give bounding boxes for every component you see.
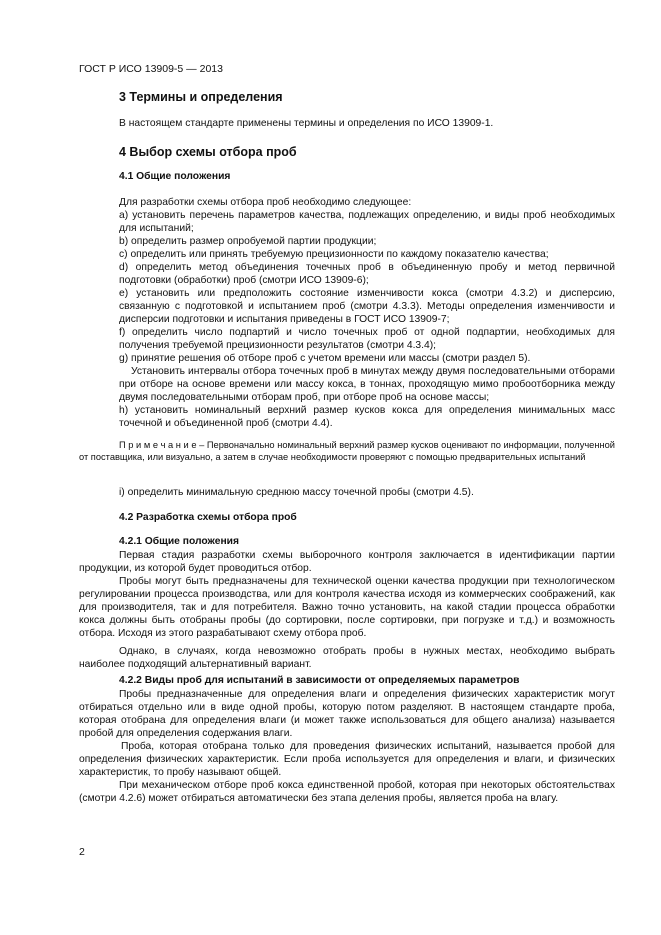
section-3-title: 3 Термины и определения xyxy=(119,90,283,104)
subsection-4-1-title: 4.1 Общие положения xyxy=(119,171,231,182)
subsection-4-2-2-title: 4.2.2 Виды проб для испытаний в зависимости от определяемых параметров xyxy=(119,675,520,686)
paragraph-4-2-2-2: Проба, которая отобрана только для проведения физических испытаний, называется пробой для определения физических характеристик. Если проба используется для определения и влаги, и физических характеристик, то пробу называют общей. xyxy=(79,741,615,778)
subsection-4-1-list xyxy=(119,196,615,430)
paragraph-4-2-1-1: Первая стадия разработки схемы выборочного контроля заключается в идентификации партии продукции, из которой будет проводиться отбор. xyxy=(79,550,615,574)
paragraph-4-2-1-2: Пробы могут быть предназначены для технической оценки качества продукции при технологическом регулировании процесса производства, или для контроля качества исходя из коммерческих соображений, как для производителя, так и для потребителя. Важно точно установить, на какой стадии процесса обработки кокса должны быть отобраны пробы (до сортировки, после сортировки, при погрузке и т.д.) и возможность отбора. Исходя из этого разрабатывают схему отбора проб. xyxy=(79,576,615,639)
paragraph-4-2-2-3: При механическом отборе проб кокса единственной пробой, которая при некоторых обстоятельствах (смотри 4.2.6) может отбираться автоматически без этапа деления пробы, является проба на влагу. xyxy=(79,780,615,804)
subsection-4-2-title: 4.2 Разработка схемы отбора проб xyxy=(119,512,297,523)
section-3-paragraph: В настоящем стандарте применены термины и определения по ИСО 13909-1. xyxy=(119,118,494,129)
list-item-d: d) определить метод объединения точечных проб в объединенную пробу и метод первичной подготовки (обработки) проб (смотри ИСО 13909-6); xyxy=(119,262,615,286)
note-paragraph xyxy=(79,439,615,463)
paragraph-4-2-2-1: Пробы предназначенные для определения влаги и определения физических характеристик могут отбираться отдельно или в виде одной пробы, которую потом разделяют. В настоящем стандарте проба, которая отобрана для определения влаги (и может также использоваться для общего анализа) называется пробой для определения содержания влаги. xyxy=(79,689,615,739)
list-item-g: g) принятие решения об отборе проб с учетом времени или массы (смотри раздел 5). xyxy=(119,353,531,364)
section-3-text xyxy=(119,117,615,130)
list-item-c: c) определить или принять требуемую прецизионности по каждому показателю качества; xyxy=(119,249,549,260)
subsection-4-2-1-title: 4.2.1 Общие положения xyxy=(119,536,239,547)
subsection-4-2-2-text xyxy=(79,688,615,805)
subsection-4-2-1-text xyxy=(79,549,615,671)
paragraph-4-2-1-3: Однако, в случаях, когда невозможно отобрать пробы в нужных местах, необходимо выбрать наиболее подходящий альтернативный вариант. xyxy=(79,646,615,670)
list-item-h: h) установить номинальный верхний размер кусков кокса для определения минимальных масс точечной и объединенной проб (смотри 4.4). xyxy=(119,405,615,429)
list-item-i-block xyxy=(119,486,615,499)
note-text: – Первоначально номинальный верхний размер кусков оценивают по информации, полученной от поставщика, или визуально, а затем в случае необходимости проверяют с помощью предварительных испытаний xyxy=(79,440,615,462)
list-intro: Для разработки схемы отбора проб необходимо следующее: xyxy=(119,197,412,208)
section-4-title: 4 Выбор схемы отбора проб xyxy=(119,145,297,159)
document-header: ГОСТ Р ИСО 13909-5 — 2013 xyxy=(79,63,223,75)
list-item-f: f) определить число подпартий и число точечных проб от одной подпартии, необходимых для получения требуемой прецизионности результатов (смотри 4.3.4); xyxy=(119,327,615,351)
page-number: 2 xyxy=(79,846,85,858)
list-item-e: е) установить или предположить состояние изменчивости кокса (смотри 4.3.2) и дисперсию, связанную с подготовкой и испытанием проб (смотри 4.3.3). Методы определения изменчивости и дисперсии подготовки и испытания приведены в ГОСТ ИСО 13909-7; xyxy=(119,288,615,325)
list-item-b: b) определить размер опробуемой партии продукции; xyxy=(119,236,377,247)
list-item-g-continuation: Установить интервалы отбора точечных проб в минутах между двумя последовательными отборами при отборе на основе времени или массу кокса, в тоннах, проходящую мимо пробоотборника между двумя последовательными отборам проб, при отборе проб на основе массы; xyxy=(119,366,615,403)
note-label: П р и м е ч а н и е xyxy=(119,440,197,450)
list-item-i: i) определить минимальную среднюю массу точечной пробы (смотри 4.5). xyxy=(119,487,474,498)
list-item-a: а) установить перечень параметров качества, подлежащих определению, и виды проб необходимых для испытаний; xyxy=(119,210,615,234)
